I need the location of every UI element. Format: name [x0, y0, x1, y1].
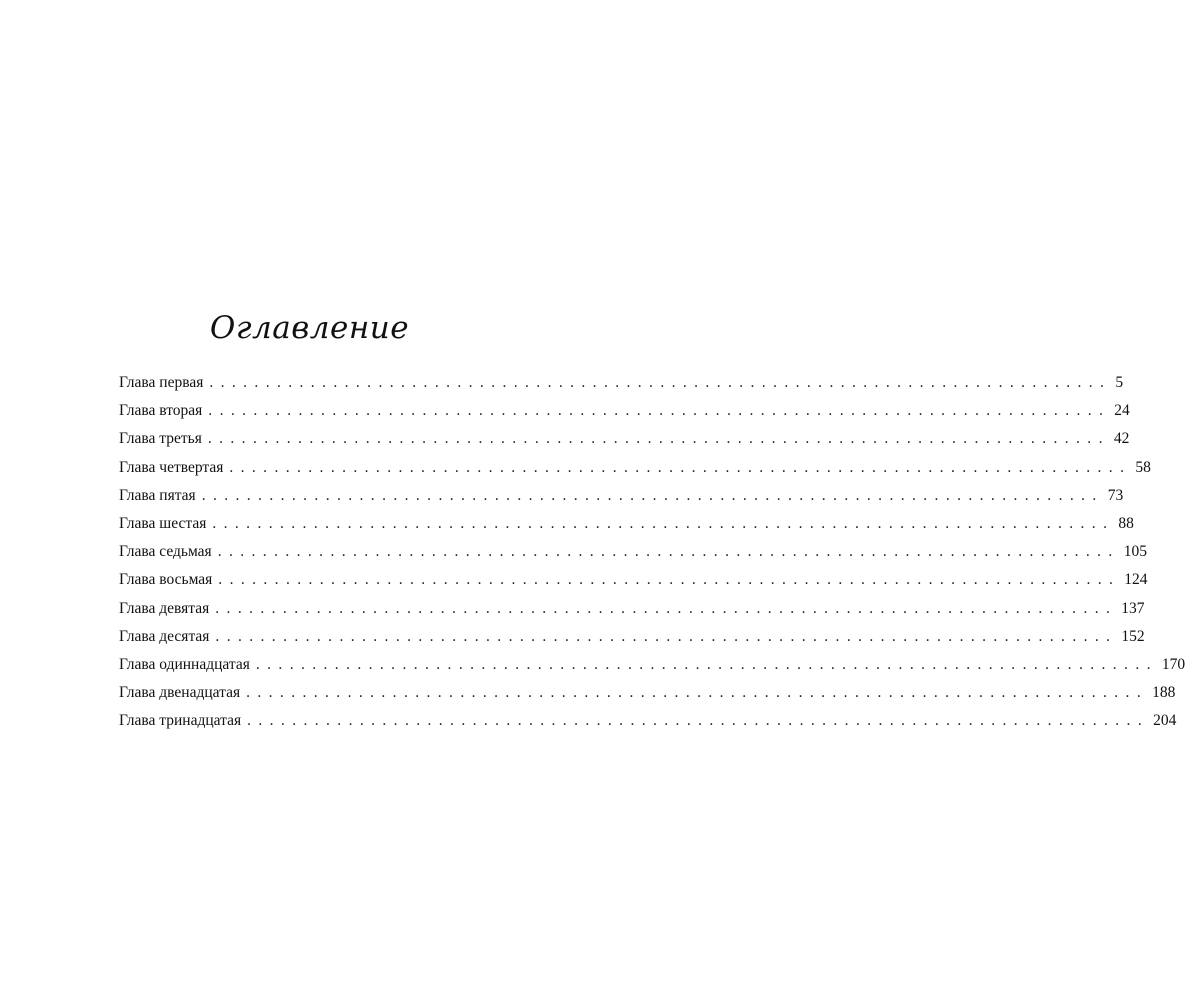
- toc-entry: [119, 538, 1147, 566]
- toc-entry: [119, 482, 1124, 510]
- chapter-title: Глава девятая: [119, 599, 210, 617]
- page-number: 137: [1121, 599, 1145, 617]
- chapter-title: Глава двенадцатая: [119, 684, 241, 702]
- chapter-title: Глава первая: [119, 374, 204, 391]
- dot-leader: ................................................................................: [246, 684, 1149, 702]
- dot-leader: ................................................................................: [229, 458, 1132, 476]
- chapter-title: Глава десятая: [119, 627, 210, 645]
- dot-leader: ................................................................................: [255, 655, 1158, 673]
- dot-leader: ................................................................................: [215, 599, 1118, 617]
- page-number: 188: [1152, 684, 1176, 702]
- toc-entry: [119, 623, 1145, 651]
- page-number: 204: [1153, 712, 1177, 730]
- dot-leader: ................................................................................: [212, 514, 1115, 532]
- toc-entry: [119, 397, 1130, 425]
- dot-leader: ................................................................................: [207, 430, 1110, 448]
- page-number: 58: [1135, 458, 1151, 476]
- toc-entry: [119, 707, 1177, 735]
- toc-entry: [119, 679, 1176, 707]
- toc-entry: [119, 651, 1185, 679]
- dot-leader: ................................................................................: [217, 543, 1120, 561]
- toc-entry: [119, 566, 1148, 594]
- dot-leader: ................................................................................: [209, 374, 1112, 391]
- dot-leader: ................................................................................: [247, 712, 1150, 730]
- page-number: 170: [1161, 655, 1185, 673]
- page-number: 5: [1115, 374, 1124, 391]
- chapter-title: Глава седьмая: [119, 543, 212, 561]
- page-number: 152: [1121, 627, 1145, 645]
- page-number: 88: [1118, 514, 1134, 532]
- chapter-title: Глава четвертая: [119, 458, 224, 476]
- page-number: 105: [1123, 543, 1147, 561]
- toc-entry: [119, 510, 1134, 538]
- chapter-title: Глава восьмая: [119, 571, 213, 589]
- page-number: 73: [1107, 486, 1124, 504]
- page-title: Оглавление: [209, 310, 410, 346]
- page-number: 24: [1114, 402, 1130, 420]
- dot-leader: ................................................................................: [201, 486, 1104, 504]
- chapter-title: Глава пятая: [119, 486, 196, 504]
- dot-leader: ................................................................................: [208, 402, 1111, 420]
- page-number: 124: [1124, 571, 1148, 589]
- dot-leader: ................................................................................: [218, 571, 1121, 589]
- table-of-contents: [119, 369, 1185, 735]
- toc-entry: [119, 369, 1124, 397]
- toc-entry: [119, 454, 1151, 482]
- chapter-title: Глава тринадцатая: [119, 712, 242, 730]
- toc-entry: [119, 595, 1145, 623]
- toc-entry: [119, 425, 1130, 453]
- chapter-title: Глава одиннадцатая: [119, 655, 250, 673]
- chapter-title: Глава шестая: [119, 514, 207, 532]
- dot-leader: ................................................................................: [215, 627, 1118, 645]
- chapter-title: Глава третья: [119, 430, 202, 448]
- chapter-title: Глава вторая: [119, 402, 203, 420]
- page-number: 42: [1113, 430, 1130, 448]
